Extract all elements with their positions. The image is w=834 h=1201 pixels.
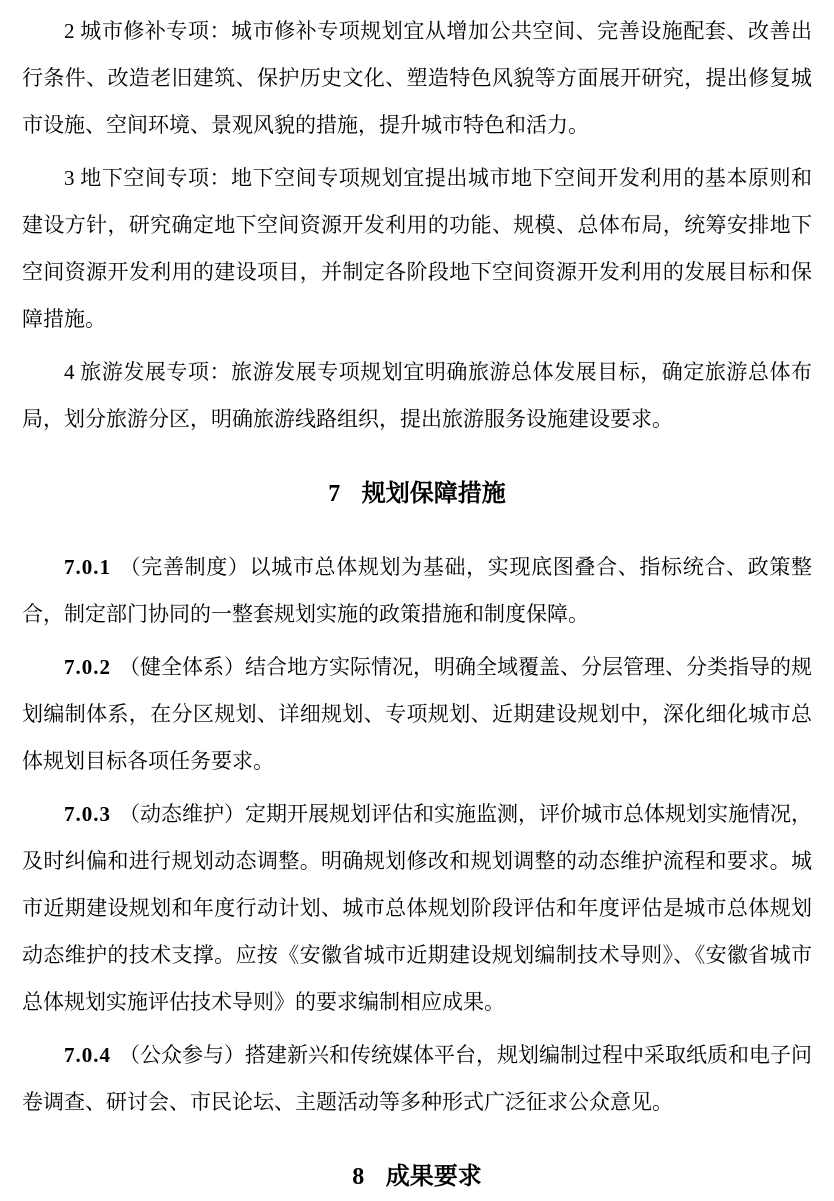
paragraph-urban-repair: 2 城市修补专项：城市修补专项规划宜从增加公共空间、完善设施配套、改善出行条件、改造老旧建筑、保护历史文化、塑造特色风貌等方面展开研究，提出修复城市设施、空间环境、景观风貌的措施，提升城市特色和活力。 — [22, 19, 812, 137]
clause-7-0-1-number: 7.0.1 — [64, 555, 111, 579]
clause-7-0-2-text: （健全体系）结合地方实际情况，明确全域覆盖、分层管理、分类指导的规划编制体系，在分区规划、详细规划、专项规划、近期建设规划中，深化细化城市总体规划目标各项任务要求。 — [22, 655, 812, 773]
clause-7-0-3-text: （动态维护）定期开展规划评估和实施监测，评价城市总体规划实施情况，及时纠偏和进行规划动态调整。明确规划修改和规划调整的动态维护流程和要求。城市近期建设规划和年度行动计划、城市总体规划阶段评估和年度评估是城市总体规划动态维护的技术支撑。应按《安徽省城市近期建设规划编制技术导则》、《安徽省城市总体规划实施评估技术导则》的要求编制相应成果。 — [22, 802, 812, 1014]
clause-7-0-1-text: （完善制度）以城市总体规划为基础，实现底图叠合、指标统合、政策整合，制定部门协同的一整套规划实施的政策措施和制度保障。 — [22, 555, 812, 626]
clause-7-0-2-number: 7.0.2 — [64, 655, 111, 679]
clause-7-0-2 — [22, 644, 812, 785]
clause-7-0-1 — [22, 544, 812, 638]
clause-7-0-3-number: 7.0.3 — [64, 802, 111, 826]
clause-7-0-4-number: 7.0.4 — [64, 1043, 111, 1067]
paragraph-tourism-development: 4 旅游发展专项：旅游发展专项规划宜明确旅游总体发展目标，确定旅游总体布局，划分旅游分区，明确旅游线路组织，提出旅游服务设施建设要求。 — [22, 360, 812, 431]
section-heading-7-title: 规划保障措施 — [361, 481, 506, 507]
section-heading-8-title: 成果要求 — [385, 1164, 482, 1190]
section-heading-8-number: 8 — [352, 1164, 365, 1190]
section-heading-7 — [22, 471, 812, 518]
clause-7-0-3 — [22, 791, 812, 1026]
clause-7-0-4 — [22, 1032, 812, 1126]
section-heading-7-number: 7 — [328, 481, 341, 507]
section-heading-8 — [22, 1154, 812, 1201]
paragraph-underground-space: 3 地下空间专项：地下空间专项规划宜提出城市地下空间开发利用的基本原则和建设方针，研究确定地下空间资源开发利用的功能、规模、总体布局，统筹安排地下空间资源开发利用的建设项目，并制定各阶段地下空间资源开发利用的发展目标和保障措施。 — [22, 166, 812, 331]
clause-7-0-4-text: （公众参与）搭建新兴和传统媒体平台，规划编制过程中采取纸质和电子问卷调查、研讨会、市民论坛、主题活动等多种形式广泛征求公众意见。 — [22, 1043, 812, 1114]
